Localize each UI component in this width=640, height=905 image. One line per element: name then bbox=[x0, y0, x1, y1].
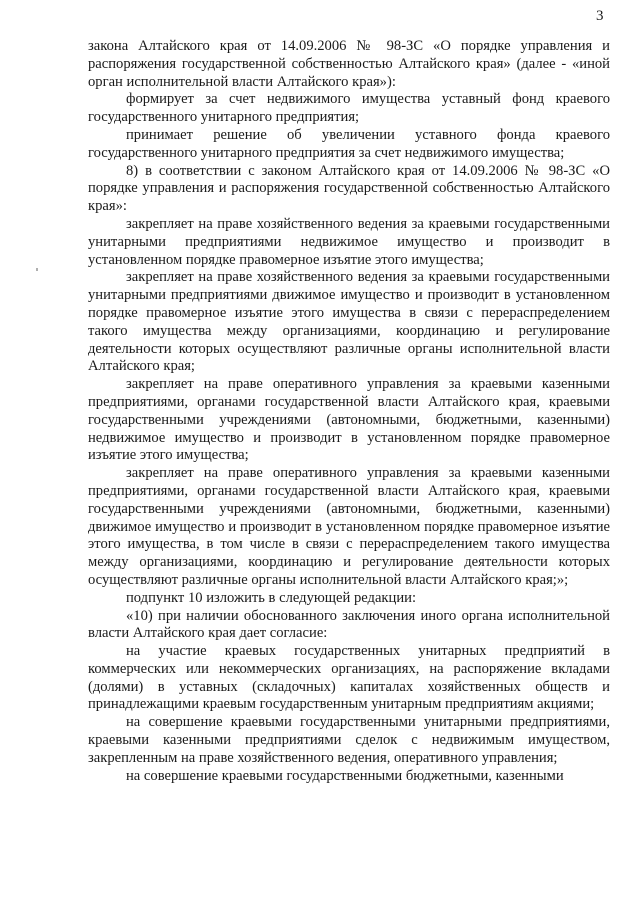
paragraph-consent-transactions: на совершение краевыми государственными унитарными предприятиями, краевыми казенными предприятиями сделок с недвижимым имуществом, закрепленным на праве хозяйственного ведения, оперативного управления; bbox=[88, 714, 610, 766]
paragraph-item-8: 8) в соответствии с законом Алтайского края от 14.09.2006 № 98-ЗС «О порядке управления и распоряжения государственной собственностью Алтайского края»: bbox=[88, 162, 610, 215]
paragraph-item-10: «10) при наличии обоснованного заключения иного органа исполнительной власти Алтайского края дает согласие: bbox=[88, 607, 610, 642]
paragraph-operational-management-movables: закрепляет на праве оперативного управления за краевыми казенными предприятиями, органами государственной власти Алтайского края, краевыми государственными учреждениями (автономными, бюджетными, казенными) движимое имущество и производит в установленном порядке правомерное изъятие этого имущества, в том числе в связи с перераспределением такого имущества между организациями, координацию и регулирование деятельности которых осуществляют различные органы исполнительной власти Алтайского края;»; bbox=[88, 465, 610, 588]
paragraph-forms-charter-fund: формирует за счет недвижимого имущества уставный фонд краевого государственного унитарного предприятия; bbox=[88, 91, 610, 126]
paragraph-law-reference: закона Алтайского края от 14.09.2006 № 98-ЗС «О порядке управления и распоряжения государственной собственностью Алтайского края» (далее - «иной орган исполнительной власти Алтайского края»): bbox=[88, 38, 610, 90]
paragraph-economic-management-movables: закрепляет на праве хозяйственного ведения за краевыми государственными унитарными предприятиями движимое имущество и производит в установленном порядке правомерное изъятие этого имущества в связи с перераспределением такого имущества между организациями, координацию и регулирование деятельности которых осуществляют различные органы исполнительной власти Алтайского края; bbox=[88, 269, 610, 375]
paragraph-consent-budget-institutions: на совершение краевыми государственными бюджетными, казенными bbox=[126, 767, 564, 784]
scan-speck bbox=[36, 268, 38, 271]
paragraph-operational-management-realty: закрепляет на праве оперативного управления за краевыми казенными предприятиями, органами государственной власти Алтайского края, краевыми государственными учреждениями (автономными, бюджетными, казенными) недвижимое имущество и производит в установленном порядке правомерное изъятие этого имущества; bbox=[88, 376, 610, 464]
paragraph-subitem-10-heading: подпункт 10 изложить в следующей редакции: bbox=[126, 589, 417, 606]
paragraph-economic-management-realty: закрепляет на праве хозяйственного ведения за краевыми государственными унитарными предприятиями недвижимое имущество и производит в установленном порядке правомерное изъятие этого имущества; bbox=[88, 215, 610, 268]
paragraph-increase-charter-fund: принимает решение об увеличении уставного фонда краевого государственного унитарного предприятия за счет недвижимого имущества; bbox=[88, 126, 610, 161]
paragraph-consent-participation: на участие краевых государственных унитарных предприятий в коммерческих или некоммерческих организациях, на распоряжение вкладами (долями) в уставных (складочных) капиталах хозяйственных обществ и принадлежащими краевым государственным унитарным предприятиям акциями; bbox=[88, 643, 610, 713]
document-body bbox=[88, 38, 610, 785]
page-number: 3 bbox=[596, 8, 604, 24]
